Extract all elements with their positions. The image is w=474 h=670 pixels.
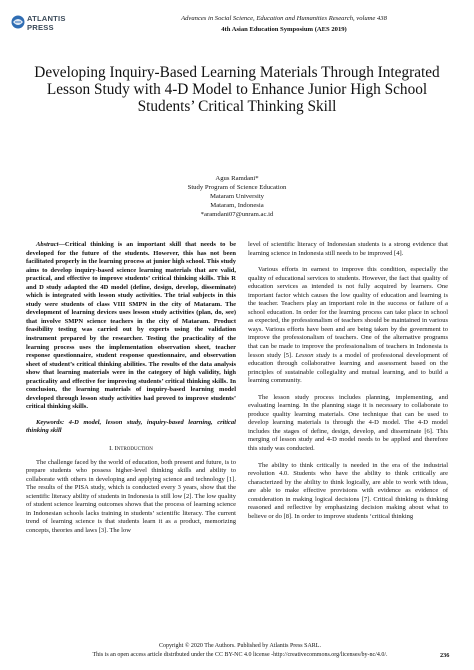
section-title: Introduction xyxy=(114,445,153,453)
logo-line-2: PRESS xyxy=(27,23,54,32)
right-paragraph-3: The lesson study process includes planning, implementing, and evaluating learning. In the planning stage it is necessary to collaborate to produce quality learning materials. One technique that can be used to develop learning materials is through the 4-D model. The 4-D model includes the stages of define, design, develop, and disseminate [6]. This merging of lesson study and 4-D model needs to be applied and therefore this study was conducted. xyxy=(248,393,448,453)
logo-wordmark xyxy=(27,14,66,32)
abstract-text: —Critical thinking is an important skill that needs to be developed for the future of the students. However, this has not been facilitated properly in the learning process at junior high school. This study aims to develop inquiry-based science learning materials that are valid, practical, and effective to improve students’ critical thinking skills. This R and D study adapted the 4D model (define, design, develop, disseminate) which is integrated with lesson study activities. The trial subjects in this study were students of class VIII SMPN in the city of Mataram. The development of learning devices uses lesson study activities (plan, do, see) that involve SMPN science teachers in the city of Mataram. Product feasibility testing was carried out by experts using the validation instrument prepared by the researcher. Testing the practicality of the learning process uses the implementation observation sheet, teacher response questionnaire, student response questionnaire, and observation sheet of student’s critical thinking abilities. The results of the data analysis show that learning materials were in the category of high validity, high practicality and effective for improving students’ critical thinking skills. In conclusion, the learning materials of inquiry-based learning model developed through lesson study activities had proved to improve students’ critical thinking skills. xyxy=(26,241,236,411)
author-name: Agus Ramdani* xyxy=(215,175,259,182)
section-heading xyxy=(26,445,236,454)
abstract xyxy=(26,241,236,412)
right-paragraph-1: level of scientific literacy of Indonesian students is a strong evidence that learning science in Indonesia still needs to be improved [4]. xyxy=(248,241,448,257)
author-department: Study Program of Science Education xyxy=(187,183,287,191)
conference-name: 4th Asian Education Symposium (AES 2019) xyxy=(221,26,347,33)
abstract-label: Abstract xyxy=(36,241,59,248)
author-block xyxy=(30,175,444,220)
intro-paragraph: The challenge faced by the world of education, both present and future, is to prepare students who possess higher-level thinking skills and ability to collaborate with others in developing and applying science and technology [1]. The results of the PISA study, which is conducted every 3 years, show that the scientific literacy ability of students in Indonesia is still low [2]. The low quality of student science learning outcomes shows that the process of learning science in Indonesian schools lacks training in students’ scientific literacy. The current trend of learning science is that students learn it as a product, memorizing concepts, theories and laws [3]. The low xyxy=(26,458,236,534)
right-column xyxy=(248,241,448,521)
keywords: Keywords: 4-D model, lesson study, inquiry-based learning, critical thinking skill xyxy=(26,418,236,435)
section-number: I. xyxy=(109,445,113,453)
journal-name: Advances in Social Science, Education and Humanities Research, volume 438 xyxy=(181,15,387,22)
right-paragraph-2-tail: is a model of professional development of education through collaborative learning and assessment based on the principles of sustainable collegiality and mutual learning, and to build a learning community. xyxy=(248,351,449,385)
author-city: Mataram, Indonesia xyxy=(210,201,264,209)
lesson-study-term: Lesson study xyxy=(295,351,330,359)
author-email: *aramdani07@unram.ac.id xyxy=(200,210,274,218)
footer-license: This is an open access article distributed under the CC BY-NC 4.0 license -http://creativecommons.org/licenses/by-nc/4.0/. xyxy=(92,652,388,658)
footer-copyright: Copyright © 2020 The Authors. Published by Atlantis Press SARL. xyxy=(159,643,321,649)
paper-title: Developing Inquiry-Based Learning Materials Through Integrated Lesson Study with 4-D Model to Enhance Junior High School Students’ Critical Thinking Skill xyxy=(34,64,440,116)
right-paragraph-4: The ability to think critically is needed in the era of the industrial revolution 4.0. Students who have the ability to think critically are characterized by the ability to think logically, are able to work with ideas, are able to make effective provisions with evidence as evidence of consideration in making logical decisions [7]. Critical thinking is thinking reasoned and reflective by emphasizing decision making about what to believe or do [8]. In order to improve students ‘critical thinking xyxy=(248,461,448,520)
author-university: Mataram University xyxy=(209,192,265,200)
left-column xyxy=(26,241,236,536)
right-paragraph-2-text: Various efforts in earnest to improve this condition, especially the quality of educational services to students. However, the fact that quality of education services as intended is not fully acquired by learners. One important factor which causes the low quality of education and learning is the teacher. Teachers play an important role in the success or failure of a school education. In order for the learning process can take place in school as expected, the professionalism of teachers should be maintained in various ways. Various efforts have been and are being taken by the government to improve the professionalism of teachers. One of the alternative programs that can be made to improve the professionalism of teachers in Indonesia is lesson study [5]. xyxy=(248,266,448,359)
logo-line-1: ATLANTIS xyxy=(27,14,66,23)
right-paragraph-2 xyxy=(248,266,448,386)
page-number: 236 xyxy=(440,652,450,659)
